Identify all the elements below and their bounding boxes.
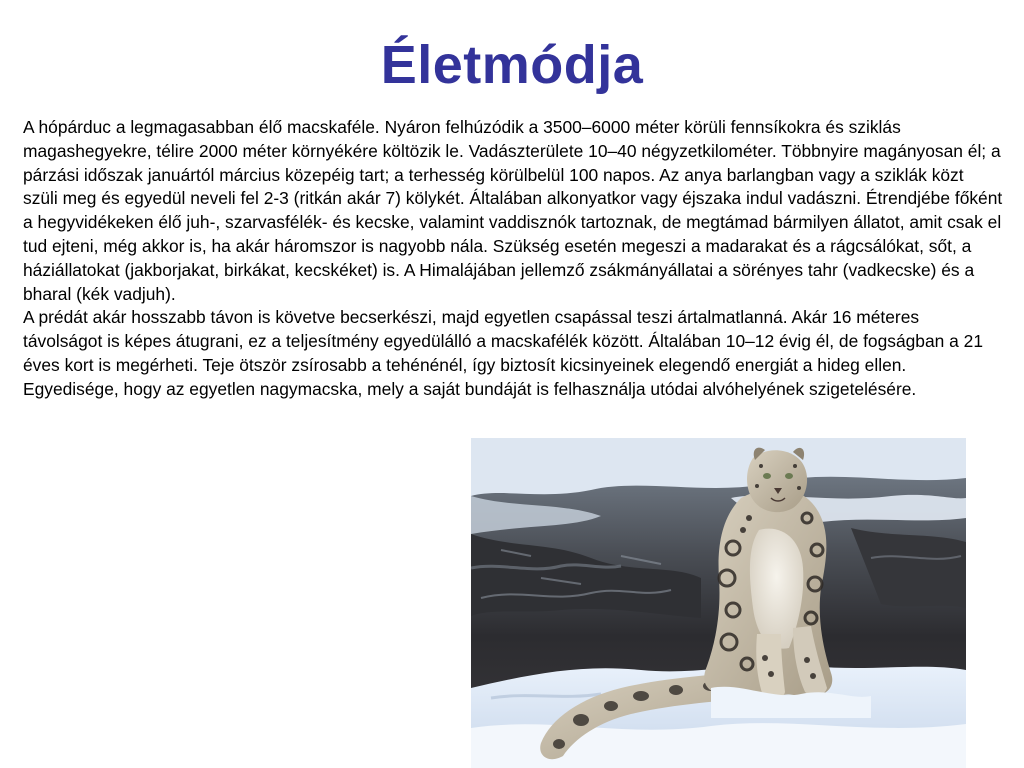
paragraph-2: A prédát akár hosszabb távon is követve becserkészi, majd egyetlen csapással teszi ártalmatlanná. Akár 16 méteres távolságot is képes átugrani, ez a teljesítmény egyedülálló a macskafélék között. Általában 10–12 évig él, de fogságban a 21 éves kort is megérheti. Teje ötször zsírosabb a tehénénél, így biztosít kicsinyeinek elegendő energiát a hideg ellen. Egyedisége, hogy az egyetlen nagymacska, mely a saját bundáját is felhasználja utódai alvóhelyének szigetelésére. xyxy=(23,307,983,399)
snow-leopard-photo xyxy=(471,438,966,768)
paragraph-1: A hópárduc a legmagasabban élő macskaféle. Nyáron felhúzódik a 3500–6000 méter körüli fennsíkokra és sziklás magashegyekre, télire 2000 méter környékére költözik le. Vadászterülete 10–40 négyzetkilométer. Többnyire magányosan él; a párzási időszak januártól március közepéig tart; a terhesség körülbelül 100 napos. Az anya barlangban vagy a sziklák közt szüli meg és egyedül neveli fel 2-3 (ritkán akár 7) kölykét. Általában alkonyatkor vagy éjszaka indul vadászni. Étrendjébe főként a hegyvidékeken élő juh-, szarvasfélék- és kecske, valamint vaddisznók tartoznak, de megtámad bármilyen állatot, amit csak el tud ejteni, még akkor is, ha akár háromszor is nagyobb nála. Szükség esetén megeszi a madarakat és a rágcsálókat, sőt, a háziállatokat (jakborjakat, birkákat, kecskéket) is. A Himalájában jellemző zsákmányállatai a sörényes tahr (vadkecske) és a bharal (kék vadjuh). xyxy=(23,117,1003,304)
slide-body-text xyxy=(23,116,1003,402)
slide-title: Életmódja xyxy=(380,35,644,95)
